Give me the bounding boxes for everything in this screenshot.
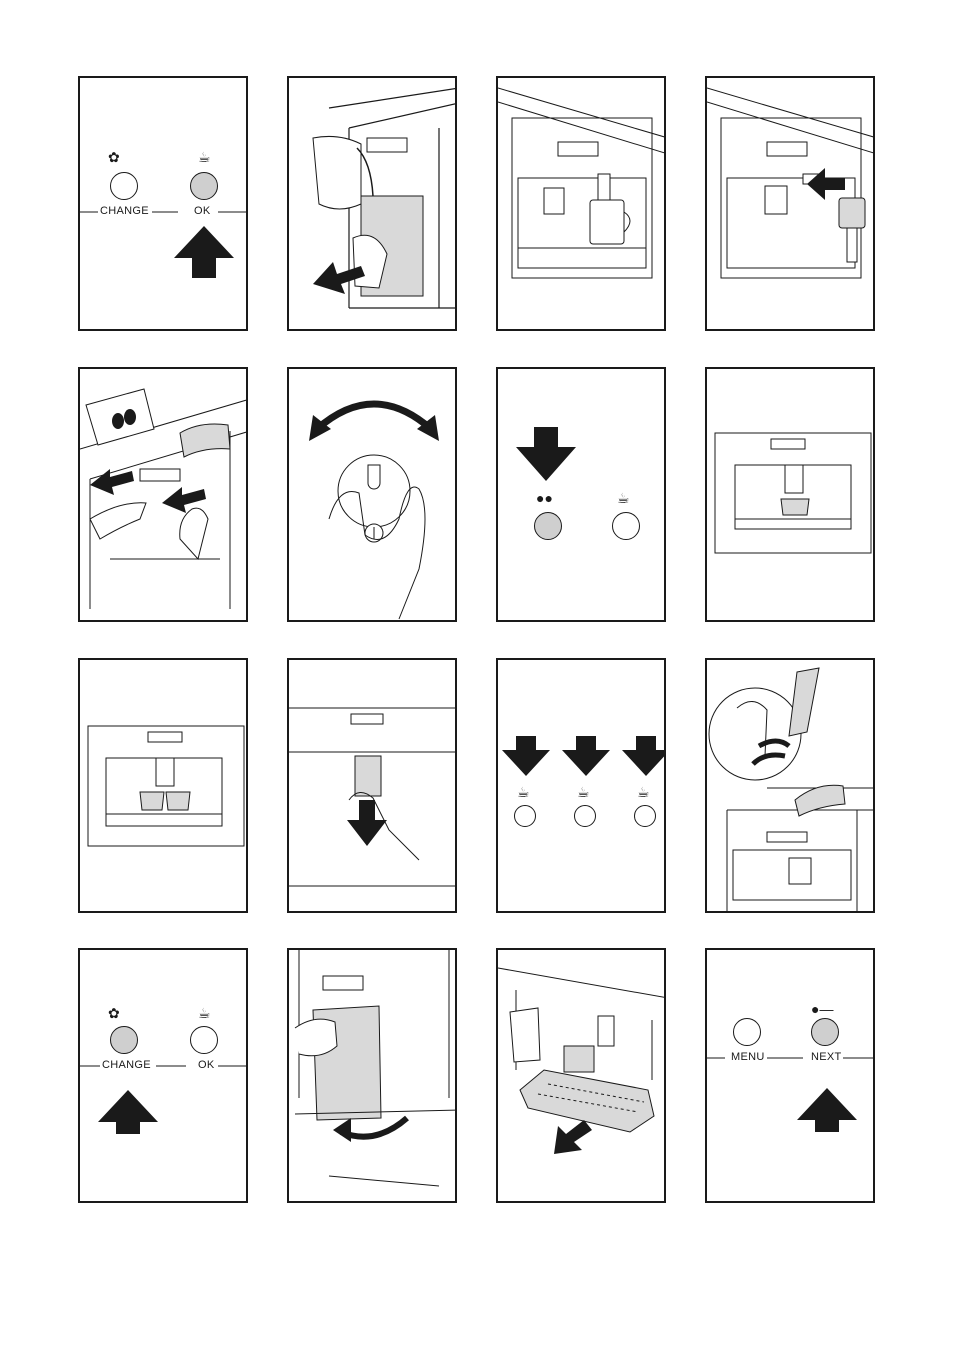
step-panel-4 [705,76,875,331]
step-panel-6 [287,367,457,622]
fill-bean-container-illustration [80,369,248,622]
adjust-spout-height-illustration [289,660,457,913]
grind-setting-dial-illustration [289,369,457,622]
step-panel-10 [287,658,457,913]
ok-label: OK [194,205,211,217]
step-panel-7 [496,367,666,622]
step-panel-11 [496,658,666,913]
pull-down-arrow-icon [554,1120,592,1154]
change-label: CHANGE [102,1059,151,1071]
spoon-icon: ●― [811,1001,834,1017]
fill-water-tank-illustration [289,78,457,331]
remove-brew-unit-illustration [289,950,457,1203]
next-label: NEXT [811,1051,842,1063]
small-cup-button[interactable] [514,805,536,827]
cup-icon: ☕ [198,1005,211,1021]
up-arrow-icon [80,78,248,331]
down-arrow-icon [347,800,387,846]
step-panel-16 [705,948,875,1203]
grinder-adjust-illustration [707,660,875,913]
up-arrow-icon [80,950,248,1203]
step-panel-15 [496,948,666,1203]
step-panel-1 [78,76,248,331]
step-panel-9 [78,658,248,913]
small-cup-icon: ☕ [517,784,530,800]
medium-cup-icon: ☕ [577,784,590,800]
double-cup-illustration [80,660,248,913]
single-cup-illustration [707,369,875,622]
ground-coffee-icon: ✿ [108,149,120,165]
attach-milk-spout-illustration [707,78,875,331]
step-panel-14 [287,948,457,1203]
ground-coffee-icon: ✿ [108,1005,120,1021]
change-label: CHANGE [100,205,149,217]
step-panel-5 [78,367,248,622]
step-panel-3 [496,76,666,331]
cup-icon: ☕ [617,490,630,506]
coffee-dispense-illustration [498,78,666,331]
beans-button[interactable] [534,512,562,540]
ok-label: OK [198,1059,215,1071]
step-panel-13 [78,948,248,1203]
down-arrow-icon [498,369,666,622]
coffee-beans-icon: ●● [536,490,553,506]
remove-drip-tray-illustration [498,950,666,1203]
cup-button[interactable] [612,512,640,540]
large-cup-icon: ☕ [637,784,650,800]
step-panel-2 [287,76,457,331]
rotate-arrow-icon [333,1118,351,1142]
step-panel-8 [705,367,875,622]
cup-icon: ☕ [198,149,211,165]
up-arrow-icon [707,950,875,1203]
large-cup-button[interactable] [634,805,656,827]
step-panel-12 [705,658,875,913]
medium-cup-button[interactable] [574,805,596,827]
attach-arrow-icon [807,168,845,200]
menu-label: MENU [731,1051,765,1063]
